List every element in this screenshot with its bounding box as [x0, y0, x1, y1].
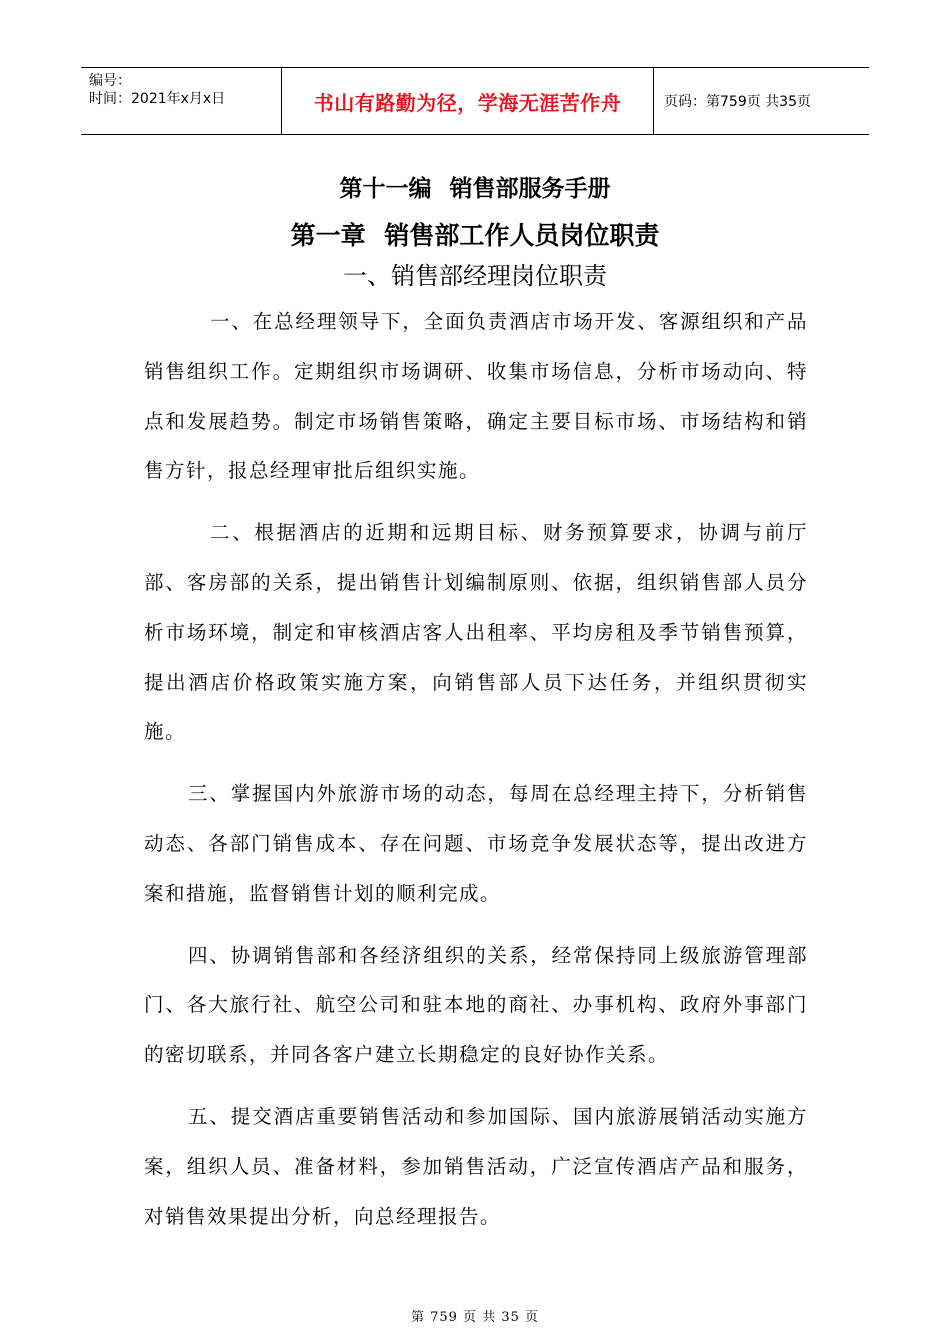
page-code-text: 页码：第759页 共35页 — [664, 94, 811, 110]
motto-text: 书山有路勤为径，学海无涯苦作舟 — [313, 90, 622, 115]
header-motto-cell — [281, 68, 654, 134]
chapter-title: 第一章 销售部工作人员岗位职责 — [290, 221, 660, 250]
paragraph-4: 四、协调销售部和各经济组织的关系，经常保持同上级旅游管理部门、各大旅行社、航空公司和驻本地的商社、办事机构、政府外事部门的密切联系，并同各客户建立长期稳定的良好协作关系。 — [144, 943, 808, 1067]
header-meta — [81, 68, 281, 134]
paragraph-1: 一、在总经理领导下，全面负责酒店市场开发、客源组织和产品销售组织工作。定期组织市场调研、收集市场信息，分析市场动向、特点和发展趋势。制定市场销售策略，确定主要目标市场、市场结构和销售方针，报总经理审批后组织实施。 — [144, 310, 808, 483]
section-title: 一、销售部经理岗位职责 — [343, 262, 607, 290]
paragraph-5: 五、提交酒店重要销售活动和参加国际、国内旅游展销活动实施方案，组织人员、准备材料，参加销售活动，广泛宣传酒店产品和服务，对销售效果提出分析，向总经理报告。 — [144, 1104, 808, 1228]
document-date: 时间：2021年x月x日 — [89, 91, 226, 107]
page-footer: 第 759 页 共 35 页 — [410, 1310, 540, 1325]
part-title: 第十一编 销售部服务手册 — [339, 176, 611, 202]
paragraph-3: 三、掌握国内外旅游市场的动态，每周在总经理主持下，分析销售动态、各部门销售成本、存在问题、市场竞争发展状态等，提出改进方案和措施，监督销售计划的顺利完成。 — [144, 782, 808, 905]
document-body — [144, 297, 808, 1241]
document-number-label: 编号： — [89, 73, 131, 89]
paragraph-2: 二、根据酒店的近期和远期目标、财务预算要求，协调与前厅部、客房部的关系，提出销售计划编制原则、依据，组织销售部人员分析市场环境，制定和审核酒店客人出租率、平均房租及季节销售预算，提出酒店价格政策实施方案，向销售部人员下达任务，并组织贯彻实施。 — [144, 521, 808, 744]
page-header — [81, 67, 869, 135]
header-page-code — [654, 68, 869, 134]
